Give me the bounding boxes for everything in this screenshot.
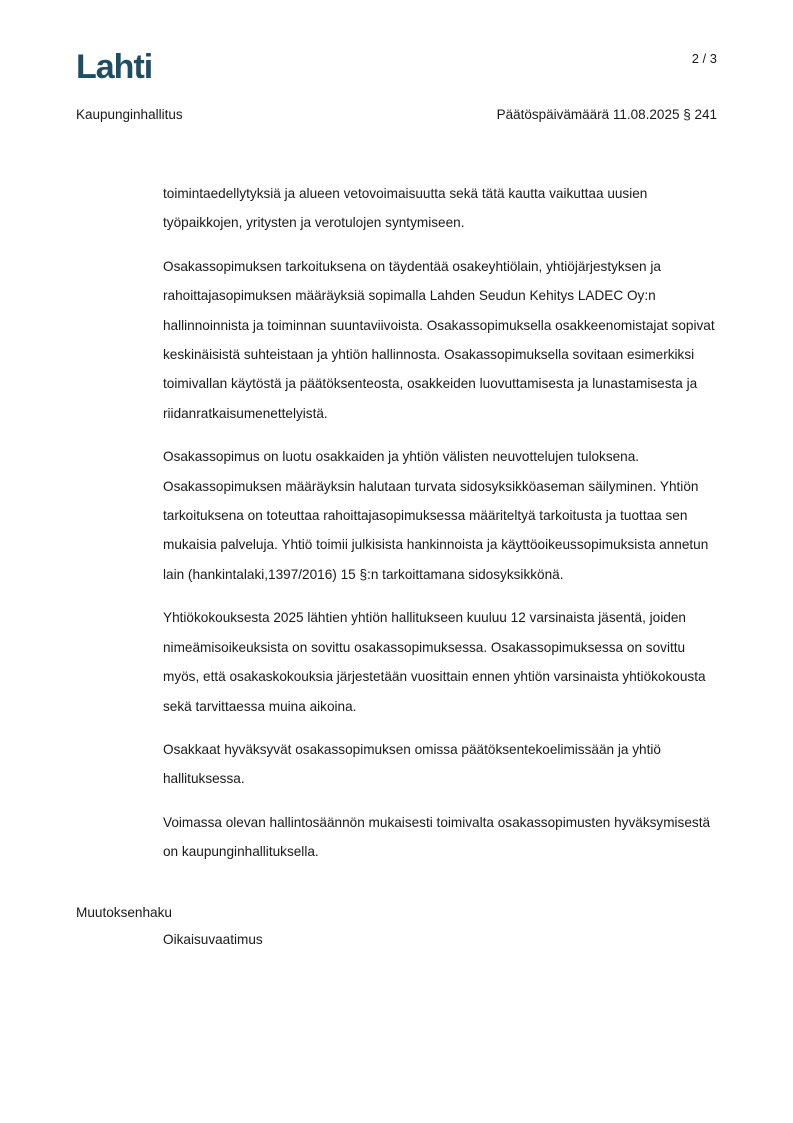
- body-text: [163, 179, 723, 881]
- appeal-heading: Muutoksenhaku: [76, 905, 172, 920]
- paragraph: Voimassa olevan hallintosäännön mukaisesti toimivalta osakassopimusten hyväksymisestä on kaupunginhallituksella.: [163, 814, 711, 860]
- appeal-value: Oikaisuvaatimus: [163, 932, 263, 947]
- paragraph: Osakassopimuksen tarkoituksena on täydentää osakeyhtiölain, yhtiöjärjestyksen ja rahoittajasopimuksen määräyksiä sopimalla Lahden Seudun Kehitys LADEC Oy:n hallinnoinnista ja toiminnan suuntaviivoista. Osakassopimuksella osakkeenomistajat sopivat keskinäisistä suhteistaan ja yhtiön hallinnosta. Osakassopimuksella sovitaan esimerkiksi toimivallan käytöstä ja päätöksenteosta, osakkeiden luovuttamisesta ja lunastamisesta ja riidanratkaisumenettelyistä.: [163, 258, 715, 421]
- paragraph: Osakkaat hyväksyvät osakassopimuksen omissa päätöksentekoelimissään ja yhtiö hallituksessa.: [163, 741, 661, 787]
- page-number: 2 / 3: [691, 51, 717, 66]
- lahti-logo-mark: [76, 46, 168, 82]
- svg-text:Lahti: Lahti: [76, 48, 153, 82]
- paragraph: Yhtiökokouksesta 2025 lähtien yhtiön hallitukseen kuuluu 12 varsinaista jäsentä, joiden nimeämisoikeuksista on sovittu osakassopimuksessa. Osakassopimuksessa on sovittu myös, että osakaskokouksia järjestetään vuosittain ennen yhtiön varsinaista yhtiökokousta sekä tarvittaessa muina aikoina.: [163, 610, 706, 714]
- paragraph: Osakassopimus on luotu osakkaiden ja yhtiön välisten neuvottelujen tuloksena. Osakassopimuksen määräyksin halutaan turvata sidosyksikköaseman säilyminen. Yhtiön tarkoituksena on toteuttaa rahoittajasopimuksessa määriteltyä tarkoitusta ja tuottaa sen mukaisia palveluja. Yhtiö toimii julkisista hankinnoista ja käyttöoikeussopimuksista annetun lain (hankintalaki,1397/2016) 15 §:n tarkoittamana sidosyksikkönä.: [163, 449, 709, 582]
- paragraph: toimintaedellytyksiä ja alueen vetovoimaisuutta sekä tätä kautta vaikuttaa uusien työpaikkojen, yritysten ja verotulojen syntymiseen.: [163, 186, 648, 231]
- decision-date: Päätöspäivämäärä 11.08.2025 § 241: [496, 107, 717, 122]
- organization-name: Kaupunginhallitus: [76, 107, 183, 122]
- lahti-logo: [76, 46, 168, 82]
